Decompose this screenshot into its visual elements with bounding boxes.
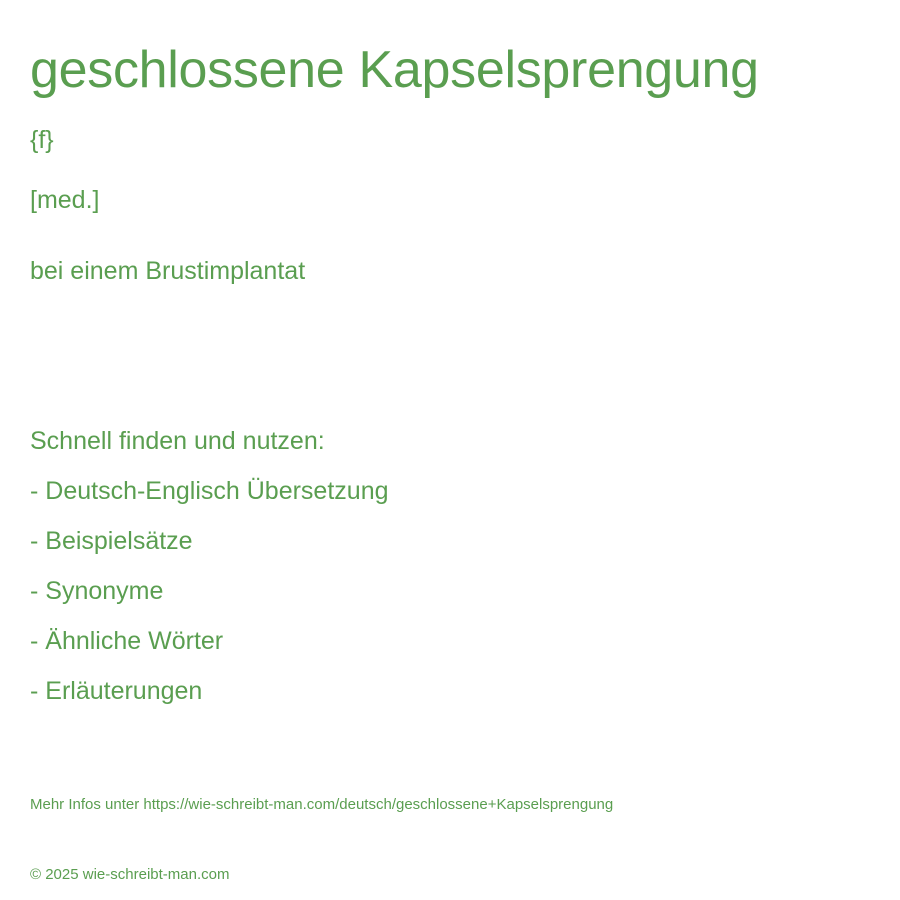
feature-item-translation: - Deutsch-Englisch Übersetzung	[30, 477, 389, 505]
features-heading: Schnell finden und nutzen:	[30, 427, 325, 455]
feature-item-synonyms: - Synonyme	[30, 577, 164, 605]
feature-item-similar-words: - Ähnliche Wörter	[30, 627, 224, 655]
domain-label: [med.]	[30, 186, 100, 214]
headword-title: geschlossene Kapselsprengung	[30, 41, 759, 99]
gender-label: {f}	[30, 126, 54, 154]
more-info-link[interactable]: Mehr Infos unter https://wie-schreibt-man.com/deutsch/geschlossene+Kapselsprengung	[30, 796, 614, 813]
feature-item-example-sentences: - Beispielsätze	[30, 527, 193, 555]
copyright-notice: © 2025 wie-schreibt-man.com	[30, 866, 230, 883]
feature-item-explanations: - Erläuterungen	[30, 677, 203, 705]
usage-note: bei einem Brustimplantat	[30, 257, 306, 285]
